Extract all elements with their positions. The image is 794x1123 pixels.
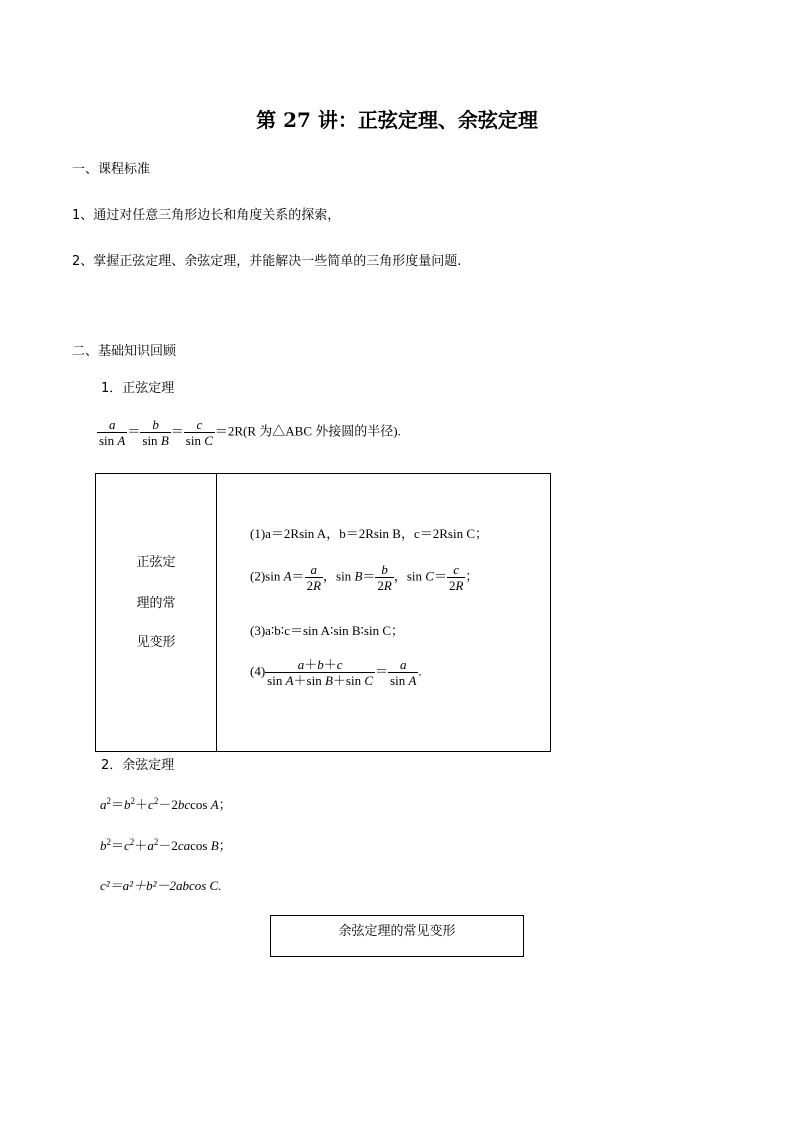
- table-label-line-2: 理的常: [136, 596, 176, 611]
- table-label-line-1: 正弦定: [136, 555, 176, 570]
- sine-law-formula: $\frac{a}{\text{sin A}}$ ＝ $\frac{b}{\text{sin B}}$ ＝ $\frac{c}{\text{sin C}}$ ＝2R(R 为△ABC 外接圆的半径).: [99, 417, 401, 448]
- course-standard-item-2: 2、掌握正弦定理、余弦定理，并能解决一些简单的三角形度量问题.: [72, 254, 462, 269]
- cosine-law-eq-3: c²＝a²＋b²－2abcos C.: [100, 878, 222, 893]
- sine-law-variants-table: [95, 473, 551, 752]
- section2-heading: 二、基础知识回顾: [72, 344, 177, 359]
- table-divider: [216, 474, 217, 751]
- variant-row-3: (3)a∶b∶c＝sin A∶sin B∶sin C；: [250, 623, 405, 638]
- cosine-law-eq-1: $a^2=b^2+c^2-2bccos$ A；: [100, 796, 232, 812]
- page-title: 第 27 讲：正弦定理、余弦定理: [256, 108, 538, 132]
- cosine-law-variants-box: 余弦定理的常见变形: [270, 915, 524, 957]
- section1-heading: 一、课程标准: [72, 162, 151, 177]
- cosine-law-heading: 2．余弦定理: [101, 758, 175, 773]
- table-label-line-3: 见变形: [136, 635, 176, 650]
- variant-row-2: (2)sin A＝ $\frac{a}{2R}$ ，sin B＝ $\frac{b}{2R}$ ，sin C＝ $\frac{c}{2R}$ ；: [250, 562, 479, 593]
- cosine-law-eq-2: $b^2=c^2+a^2-2cacos$ B；: [100, 837, 232, 853]
- sine-law-heading: 1．正弦定理: [101, 381, 175, 396]
- variant-row-4: (4) $\frac{a+b+c}{\text{sin A＋sin B＋sin C}}$ ＝ $\frac{a}{\text{sin A}}$ .: [250, 657, 422, 688]
- sine-law-formula-tail: ＝2R(R 为△ABC 外接圆的半径).: [214, 423, 401, 439]
- variant-row-1: (1)a＝2Rsin A，b＝2Rsin B，c＝2Rsin C；: [250, 526, 488, 541]
- course-standard-item-1: 1、通过对任意三角形边长和角度关系的探索，: [72, 208, 341, 223]
